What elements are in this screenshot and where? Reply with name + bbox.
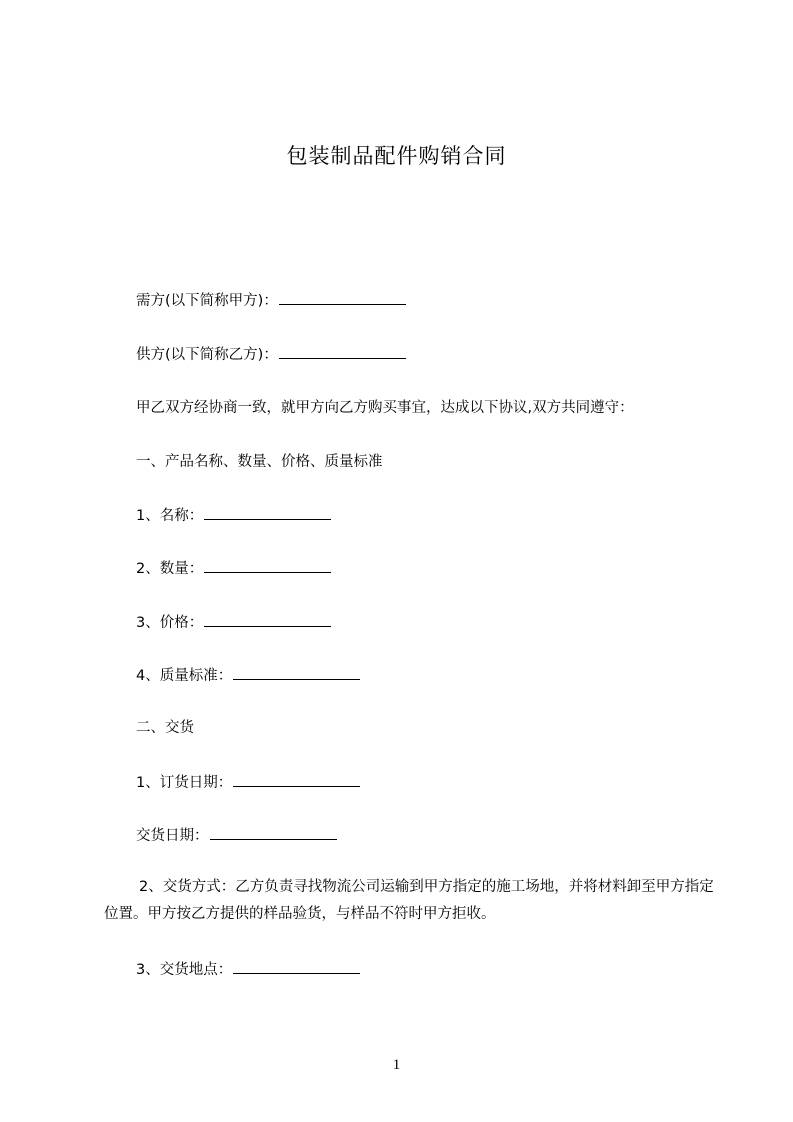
delivery-date-line [136,825,337,846]
price-line [136,612,331,633]
product-name-blank [204,505,331,520]
delivery-location-line [136,959,360,980]
quality-standard-label: 4、质量标准： [136,668,233,684]
quantity-blank [204,558,331,573]
buyer-blank [279,290,406,305]
buyer-line [136,290,406,311]
agreement-text: 甲乙双方经协商一致，就甲方向乙方购买事宜，达成以下协议,双方共同遵守： [136,400,634,416]
section2-heading: 二、交货 [136,720,194,736]
seller-line [136,344,406,365]
quality-standard-blank [233,665,360,680]
order-date-line [136,772,360,793]
price-label: 3、价格： [136,615,204,631]
quality-standard-line [136,665,360,686]
seller-label: 供方(以下简称乙方)： [136,347,278,363]
page-number: 1 [392,1057,401,1073]
delivery-location-label: 3、交货地点： [136,962,233,978]
delivery-date-blank [210,825,337,840]
product-name-label: 1、名称： [136,508,204,524]
product-name-line [136,505,331,526]
price-blank [204,612,331,627]
quantity-label: 2、数量： [136,561,204,577]
quantity-line [136,558,331,579]
section1-heading: 一、产品名称、数量、价格、质量标准 [136,454,383,470]
order-date-label: 1、订货日期： [136,775,233,791]
seller-blank [279,344,406,359]
document-title: 包装制品配件购销合同 [286,144,507,168]
delivery-location-blank [233,959,360,974]
buyer-label: 需方(以下简称甲方)： [136,293,278,309]
delivery-date-label: 交货日期： [136,828,209,844]
order-date-blank [233,772,360,787]
delivery-method-paragraph: 2、交货方式：乙方负责寻找物流公司运输到甲方指定的施工场地，并将材料卸至甲方指定位置。甲方按乙方提供的样品验货，与样品不符时甲方拒收。 [104,879,714,922]
